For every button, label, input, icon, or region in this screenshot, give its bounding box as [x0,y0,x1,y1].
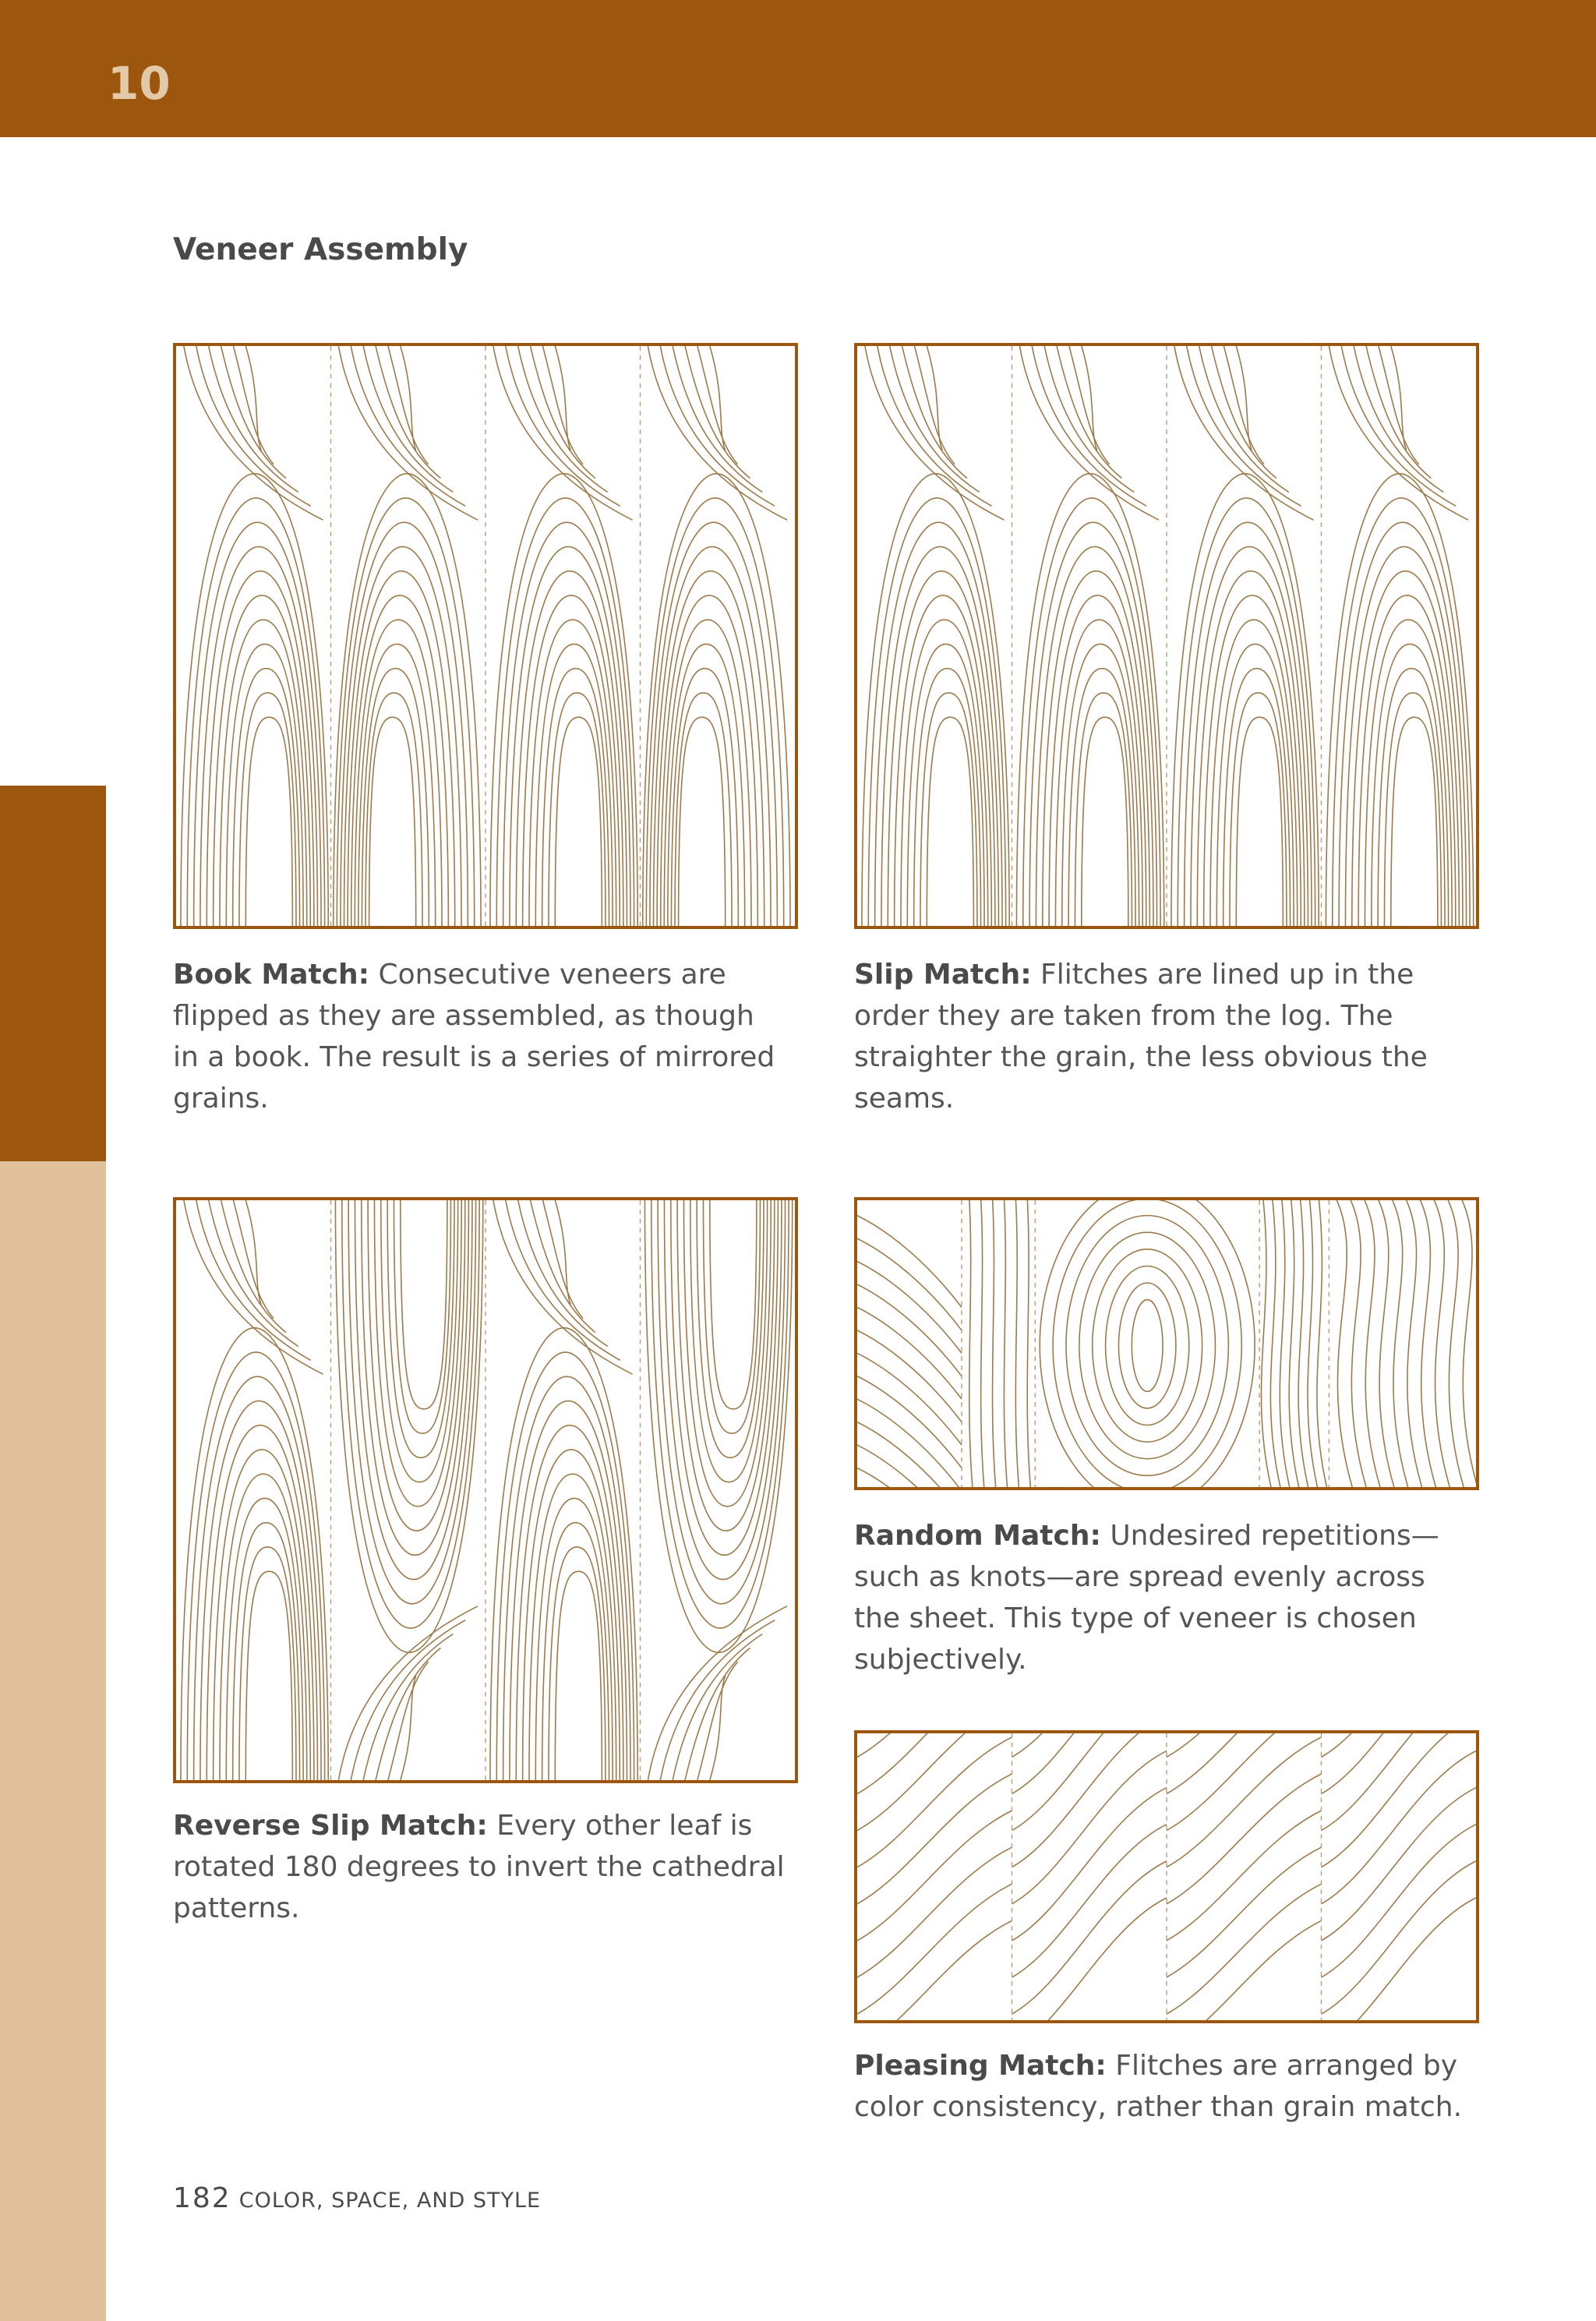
grain-line [1019,346,1159,520]
grain-line [969,1200,973,1487]
pleasing-match-caption [854,2045,1470,2128]
grain-line [245,346,261,450]
grain-line [1167,1884,1322,2014]
grain-line [927,717,973,926]
grain-line [1393,1200,1408,1487]
grain-line [1029,522,1156,926]
grain-line [685,1648,750,1780]
grain-line [1167,1733,1322,1831]
grain-line [555,717,602,926]
grain-line [245,1200,261,1305]
grain-line [690,1200,768,1482]
book-match-description: Consecutive veneers are flipped as they are assembled, as though in a book. The result is a series of mirrored grains. [173,959,775,1115]
grain-line [1167,1774,1322,1904]
slip-match-grain-drawing [857,346,1476,926]
slip-match-illustration [854,343,1479,929]
slip-match-caption [854,954,1470,1119]
random-match-description: Undesired repetitions—such as knots—are spread evenly across the sheet. This type of veneer is chosen subjectively. [854,1520,1439,1676]
book-match-term: Book Match: [173,959,370,991]
reverse-slip-match-caption [173,1805,789,1929]
grain-line [535,1498,613,1780]
grain-line [555,1571,602,1780]
grain-line [1167,1811,1322,1941]
grain-line [348,1200,475,1604]
grain-line [1012,1825,1167,1977]
grain-line [493,1200,633,1374]
grain-line [1185,522,1312,926]
grain-line [1421,1200,1436,1487]
random-match-term: Random Match: [854,1520,1101,1552]
grain-line [184,346,323,520]
grain-line [1434,1200,1449,1487]
grain-line [857,1737,1012,1867]
grain-line [1015,1200,1019,1487]
grain-line [857,1733,1012,1831]
grain-line [1298,1200,1308,1487]
grain-line [658,1200,785,1604]
side-tab-light [0,1161,106,2321]
reverse-slip-match-grain-drawing [176,1200,795,1780]
grain-line [381,1200,458,1482]
pleasing-match-description: Flitches are arranged by color consistency, rather than grain match. [854,2050,1463,2123]
grain-line [535,644,613,926]
grain-line [1236,346,1252,450]
grain-line [1372,644,1449,926]
grain-line [865,346,1005,520]
grain-line [907,644,984,926]
grain-line [857,1811,1012,1941]
grain-line [1448,1200,1464,1487]
grain-line [1012,1733,1167,1757]
grain-line [1082,346,1097,450]
grain-line [1053,1200,1241,1487]
page-number: 182 [173,2182,231,2214]
grain-line [1391,346,1407,450]
grain-line [1216,644,1294,926]
grain-line [1057,346,1121,479]
grain-line [857,1445,962,1487]
grain-line [1261,1200,1271,1487]
grain-line [245,1571,292,1780]
slip-match-description: Flitches are lined up in the order they are taken from the log. The straighter the grain, the less obvious the seams. [854,959,1428,1115]
grain-line [401,1676,416,1780]
grain-line [503,1376,630,1780]
grain-line [1012,1898,1167,2020]
grain-line [902,346,967,479]
book-match-illustration [173,343,798,929]
grain-line [369,717,416,926]
grain-line [875,522,1002,926]
grain-line [981,1200,984,1487]
grain-line [1012,1733,1167,1867]
grain-line [1093,1249,1202,1442]
grain-line [1322,1733,1477,1831]
grain-line [221,346,286,479]
grain-line [341,522,468,926]
grain-line [1270,1200,1280,1487]
grain-line [401,346,416,450]
grain-line [1118,1283,1175,1408]
grain-line [376,346,440,479]
grain-line [1365,1200,1380,1487]
grain-line [531,1200,595,1333]
reverse-slip-match-illustration [173,1197,798,1783]
grain-line [1351,1200,1366,1487]
grain-line [710,346,726,450]
grain-line [1379,1200,1394,1487]
grain-line [993,1200,996,1487]
grain-line [1462,1200,1476,1487]
grain-line [1167,1920,1322,2020]
grain-line [1236,717,1283,926]
grain-line [1322,1733,1477,1794]
grain-line [245,717,292,926]
book-match-caption [173,954,789,1119]
slip-match-term: Slip Match: [854,959,1032,991]
grain-line [1174,346,1314,520]
grain-line [1322,1898,1477,2020]
grain-line [1004,1200,1007,1487]
grain-line [1066,1216,1228,1476]
grain-line [1289,1200,1299,1487]
grain-line [1308,1200,1318,1487]
grain-line [194,522,321,926]
section-title: Veneer Assembly [173,232,468,267]
running-head: COLOR, SPACE, AND STYLE [238,2189,542,2213]
grain-line [1336,1200,1352,1487]
grain-line [226,644,303,926]
grain-line [226,1498,303,1780]
grain-line [401,1200,447,1409]
grain-line [857,1733,1012,1757]
chapter-header-bar [0,0,1596,137]
grain-line [650,522,777,926]
grain-line [1167,1733,1322,1757]
grain-line [1167,1737,1322,1867]
grain-line [857,1847,1012,1977]
grain-line [857,1733,1012,1794]
grain-line [685,346,750,479]
grain-line [1027,1200,1030,1487]
grain-line [648,1606,787,1780]
grain-line [493,346,633,520]
grain-line [710,1200,757,1409]
grain-line [1322,1861,1477,2014]
grain-line [1212,346,1276,479]
grain-line [1322,1788,1477,1941]
grain-line [1167,1733,1322,1794]
grain-line [1322,1733,1477,1757]
random-match-grain-drawing [857,1200,1476,1487]
grain-line [1012,1733,1167,1831]
side-tab-dark [0,786,106,1161]
grain-line [1339,522,1466,926]
grain-line [1322,1733,1477,1867]
random-match-caption [854,1515,1470,1680]
grain-line [1012,1733,1167,1794]
grain-line [221,1200,286,1333]
grain-line [555,346,570,450]
grain-line [1322,1825,1477,1977]
pleasing-match-grain-drawing [857,1733,1476,2020]
grain-line [376,1648,440,1780]
grain-line [648,346,787,520]
grain-line [1012,1751,1167,1904]
random-match-illustration [854,1197,1479,1490]
grain-line [1329,346,1468,520]
grain-line [1012,1861,1167,2014]
grain-line [710,1676,726,1780]
grain-line [857,1884,1012,2014]
grain-line [857,1774,1012,1904]
grain-line [194,1376,321,1780]
reverse-slip-match-description: Every other leaf is rotated 180 degrees to invert the cathedral patterns. [173,1810,785,1924]
grain-line [184,1200,323,1374]
grain-line [1366,346,1431,479]
grain-line [668,644,745,926]
grain-line [679,717,726,926]
page-footer [173,2182,541,2214]
grain-line [338,1606,478,1780]
pleasing-match-illustration [854,1730,1479,2023]
grain-line [857,1920,1012,2020]
grain-line [503,522,630,926]
grain-line [1391,717,1438,926]
grain-line [358,644,436,926]
grain-line [1132,1300,1163,1392]
reverse-slip-match-term: Reverse Slip Match: [173,1810,488,1842]
grain-line [531,346,595,479]
grain-line [338,346,478,520]
grain-line [1317,1200,1327,1487]
grain-line [927,346,942,450]
grain-line [1040,1200,1255,1487]
grain-line [1012,1788,1167,1941]
book-match-grain-drawing [176,346,795,926]
grain-line [1407,1200,1422,1487]
grain-line [555,1200,570,1305]
grain-line [1322,1751,1477,1904]
grain-line [1082,717,1128,926]
pleasing-match-term: Pleasing Match: [854,2050,1107,2082]
grain-line [1062,644,1139,926]
grain-line [1167,1847,1322,1977]
grain-line [1280,1200,1290,1487]
chapter-number: 10 [108,57,171,110]
